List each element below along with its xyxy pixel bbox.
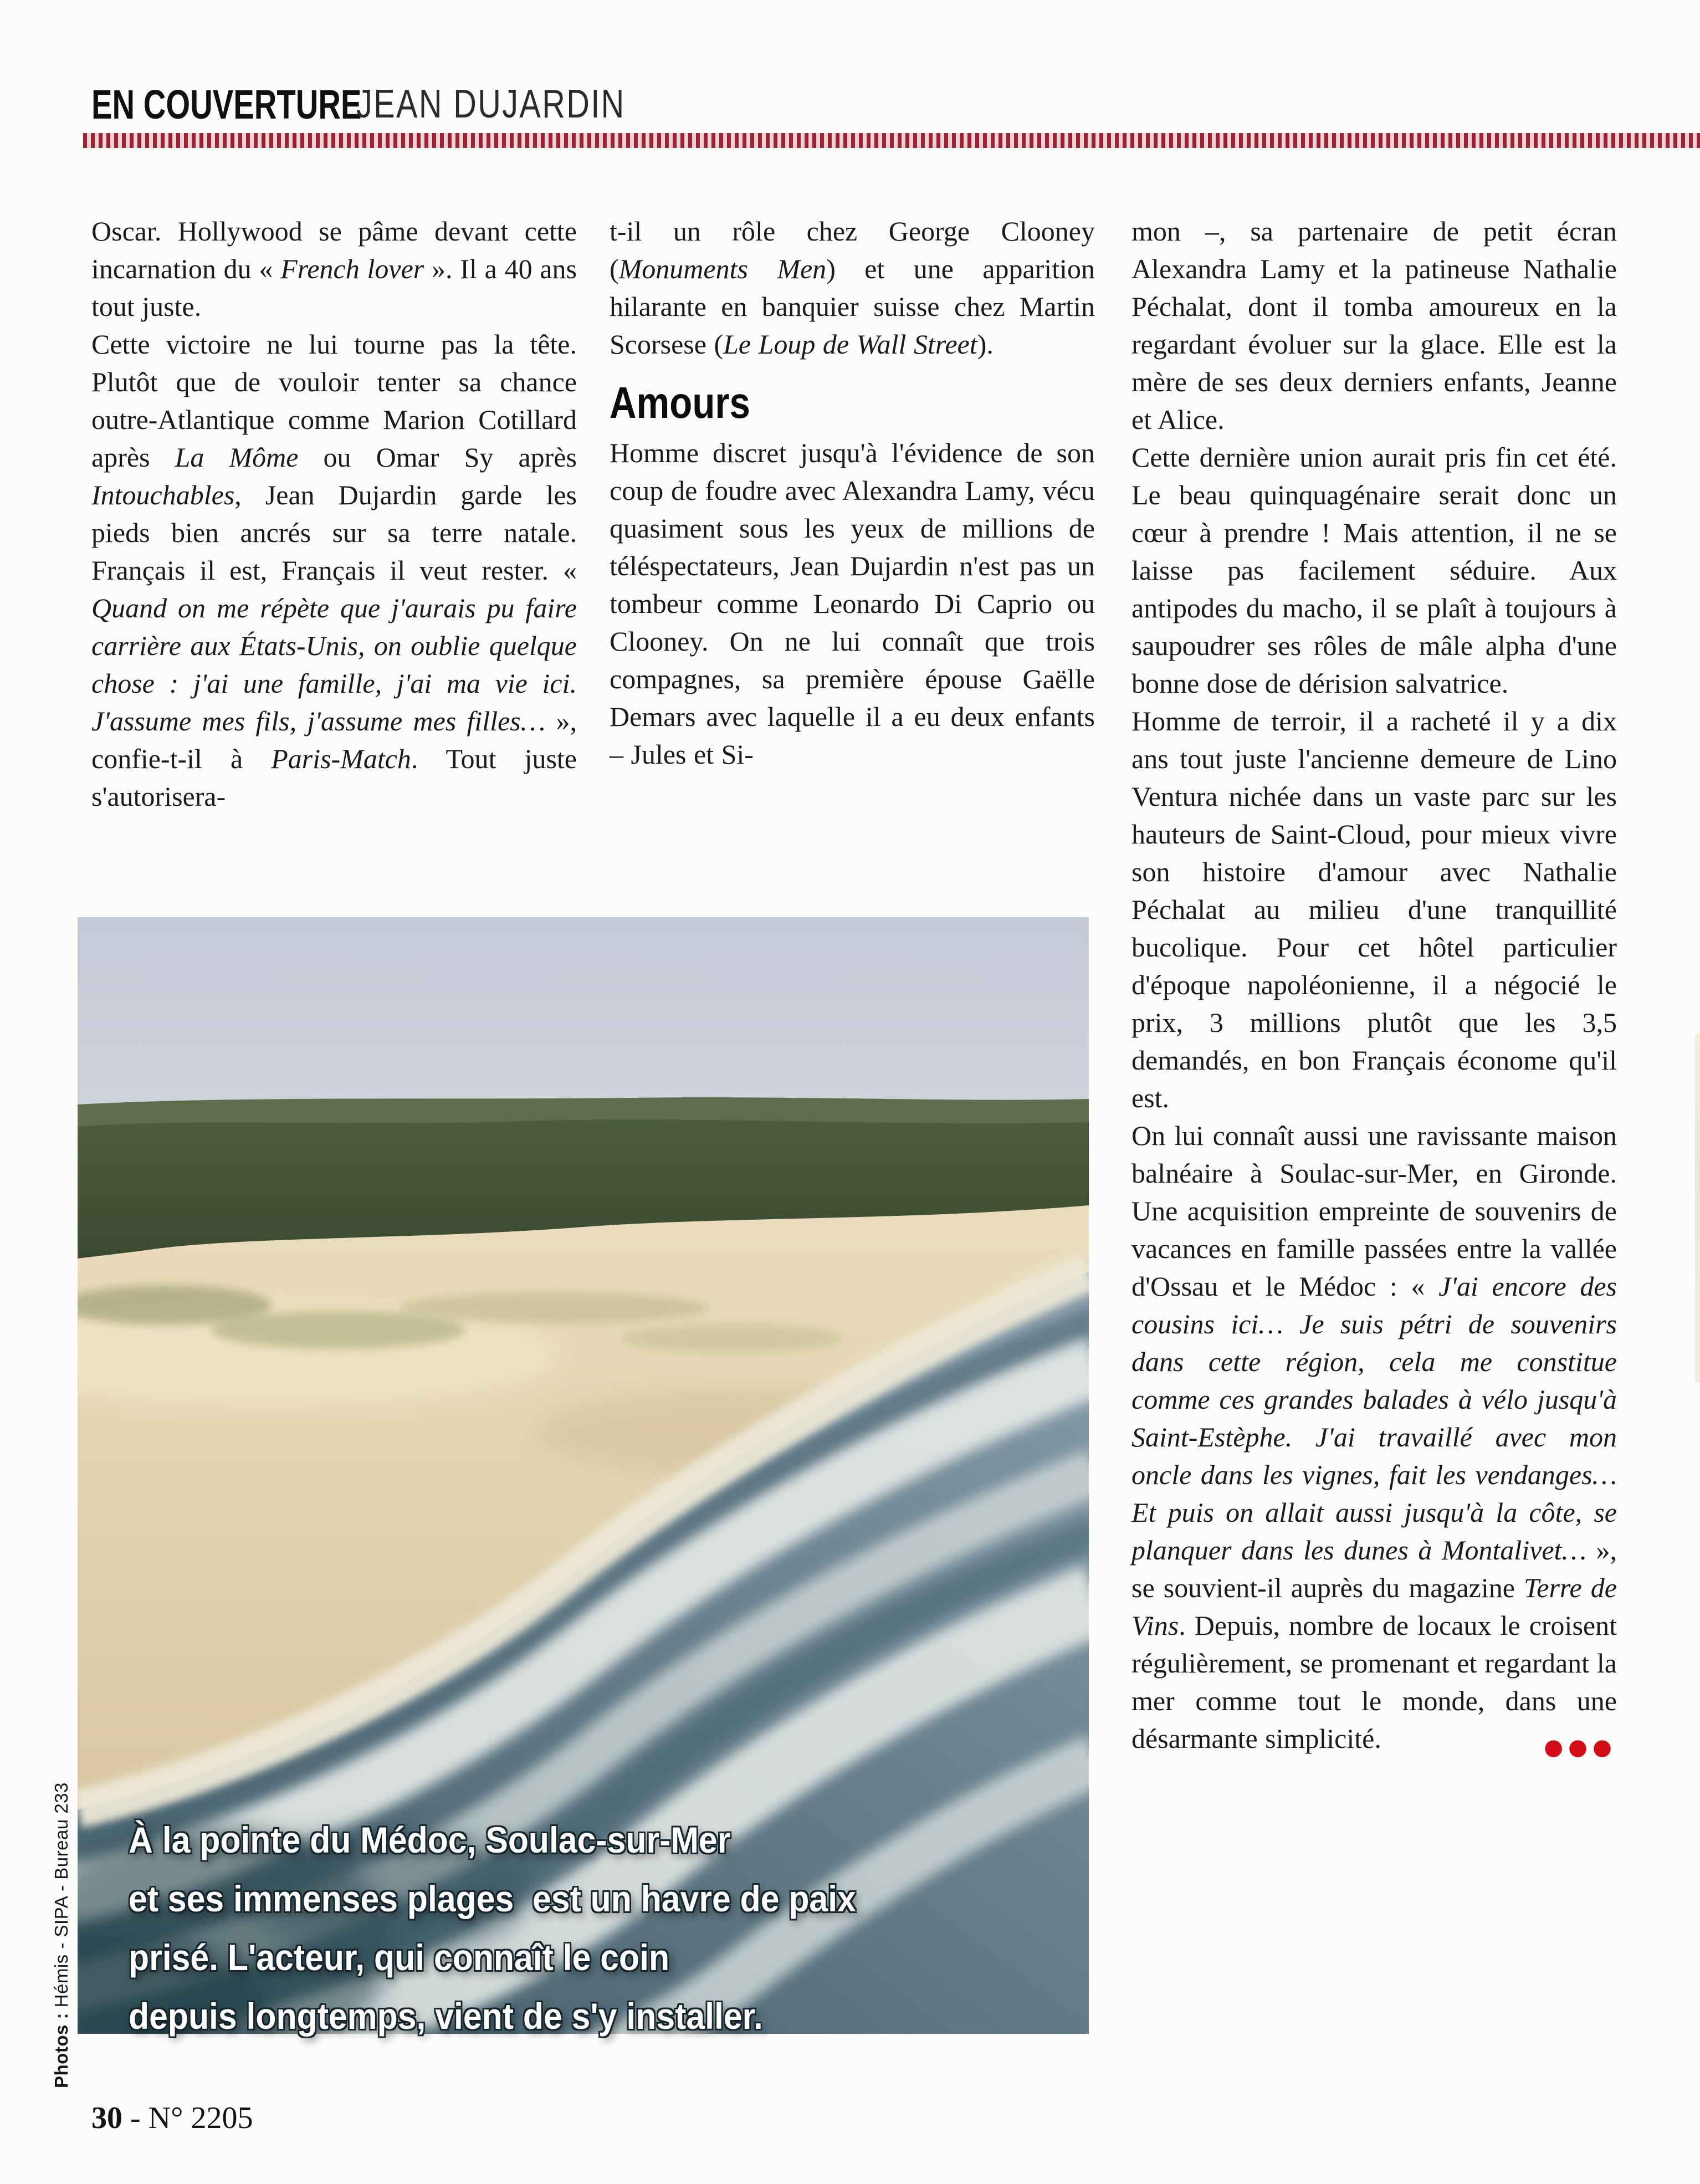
paragraph: Cette dernière union aurait pris fin cet été. Le beau quinquagénaire serait donc un cœur à prendre ! Mais attention, il ne se laisse pas facilement séduire. Aux antipodes du macho, il se plaît à toujours à saupoudrer ses rôles de mâle alpha d'une bonne dose de dérision salvatrice. xyxy=(1131,442,1617,699)
photo-credit xyxy=(51,1782,72,2088)
paragraph: On lui connaît aussi une ravissante maison balnéaire à Soulac-sur-Mer, en Gironde. Une acquisition empreinte de souvenirs de vacances en famille passées entre la vallée d'Ossau et le Médoc : « J'ai encore des cousins ici… Je suis pétri de souvenirs dans cette région, cela me constitue comme ces grandes balades à vélo jusqu'à Saint-Estèphe. J'ai travaillé avec mon oncle dans les vignes, fait les vendanges… Et puis on allait aussi jusqu'à la côte, se planquer dans les dunes à Montalivet… », se souvient-il auprès du magazine Terre de Vins. Depuis, nombre de locaux le croisent régulièrement, se promenant et regardant la mer comme tout le monde, dans une désarmante simplicité. ●●● xyxy=(1131,1117,1617,1757)
page-edge-artifact xyxy=(1695,1034,1700,1383)
photo-credit-agencies: Hémis - SIPA - Bureau 233 xyxy=(51,1782,71,2013)
paragraph: Cette victoire ne lui tourne pas la tête. Plutôt que de vouloir tenter sa chance outre-Atlantique comme Marion Cotillard après La Môme ou Omar Sy après Intouchables, Jean Dujardin garde les pieds bien ancrés sur sa terre natale. Français il est, Français il veut rester. « Quand on me répète que j'aurais pu faire carrière aux États-Unis, on oublie quelque chose : j'ai une famille, j'ai ma vie ici. J'assume mes fils, j'assume mes filles… », confie-t-il à Paris-Match. Tout juste s'autorisera- xyxy=(91,329,577,812)
photo-caption-line: À la pointe du Médoc, Soulac-sur-Mer xyxy=(129,1819,731,1860)
beach-aerial-photo xyxy=(78,917,1089,2037)
header-kicker xyxy=(91,81,626,131)
page-footer xyxy=(91,2100,253,2136)
paragraph: mon –, sa partenaire de petit écran Alexandra Lamy et la patineuse Nathalie Péchalat, dont il tomba amoureux en la regardant évoluer sur la glace. Elle est la mère de ses deux derniers enfants, Jeanne et Alice. xyxy=(1131,216,1617,435)
page-number: 30 xyxy=(91,2101,122,2135)
end-of-article-dots: ●●● xyxy=(1544,1735,1617,1760)
text-column-1 xyxy=(91,212,577,888)
section-label: EN COUVERTURE xyxy=(91,81,362,127)
paragraph: Homme discret jusqu'à l'évidence de son coup de foudre avec Alexandra Lamy, vécu quasiment sous les yeux de millions de téléspectateurs, Jean Dujardin n'est pas un tombeur comme Leonardo Di Caprio ou Clooney. On ne lui connaît que trois compagnes, sa première épouse Gaëlle Demars avec laquelle il a eu deux enfants – Jules et Si- xyxy=(610,437,1095,770)
section-heading-amours: Amours xyxy=(610,378,750,427)
text-column-3 xyxy=(1131,212,1617,2063)
paragraph: Homme de terroir, il a racheté il y a dix ans tout juste l'ancienne demeure de Lino Ventura nichée dans un vaste parc sur les hauteurs de Saint-Cloud, pour mieux vivre son histoire d'amour avec Nathalie Péchalat au milieu d'une tranquillité bucolique. Pour cet hôtel particulier d'époque napoléonienne, il a négocié le prix, 3 millions plutôt que les 3,5 demandés, en bon Français économe qu'il est. xyxy=(1131,705,1617,1113)
text-column-2 xyxy=(610,212,1095,888)
photo-caption-line: depuis longtemps, vient de s'y installer. xyxy=(129,1996,763,2037)
photo-caption-line: prisé. L'acteur, qui connaît le coin xyxy=(129,1937,670,1978)
article-subject: JEAN DUJARDIN xyxy=(356,82,626,126)
paragraph: t-il un rôle chez George Clooney (Monuments Men) et une apparition hilarante en banquier suisse chez Martin Scorsese (Le Loup de Wall Street). xyxy=(610,216,1095,360)
photo-caption-line: et ses immenses plages est un havre de paix xyxy=(129,1878,856,1919)
photo-credit-label: Photos : xyxy=(51,2013,71,2088)
issue-number: - N° 2205 xyxy=(122,2101,253,2135)
paragraph: Oscar. Hollywood se pâme devant cette incarnation du « French lover ». Il a 40 ans tout juste. xyxy=(91,216,577,322)
photo-caption xyxy=(129,1810,919,2045)
red-dashed-rule xyxy=(83,133,1700,148)
